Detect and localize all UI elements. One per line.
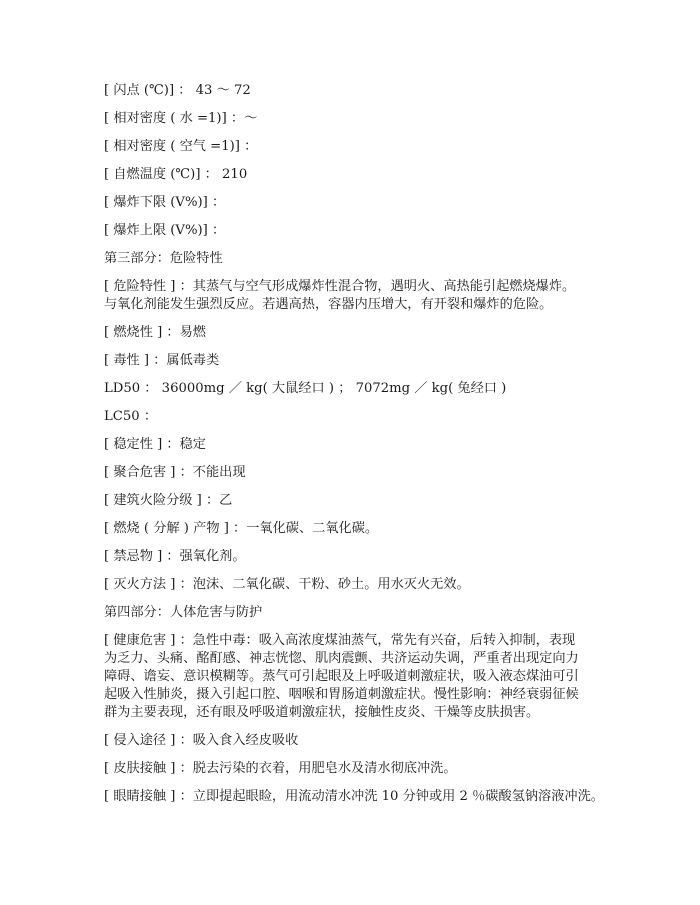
text-line-skin-contact: [ 皮肤接触 ] ：脱去污染的衣着，用肥皂水及清水彻底冲洗。 [104,761,457,776]
paragraph-danger-characteristics [104,278,624,314]
text-line-incompatible: [ 禁忌物 ] ：强氧化剂。 [104,549,246,564]
document-body [104,82,624,816]
text-line-autoignition: [ 自燃温度 (℃)] ： 210 [104,167,248,182]
text-line-upper-explosive-limit: [ 爆炸上限 (V%)] ： [104,223,226,238]
text-line-flammability: [ 燃烧性 ] ：易燃 [104,325,206,340]
section-heading-part3: 第三部分：危险特性 [104,251,223,266]
paragraph-line: [ 危险特性 ] ：其蒸气与空气形成爆炸性混合物，遇明火、高热能引起燃烧爆炸。 [104,279,576,294]
text-line-fire-class: [ 建筑火险分级 ] ：乙 [104,493,233,508]
paragraph-line: 障碍、谵妄、意识模糊等。蒸气可引起眼及上呼吸道刺激症状，吸入液态煤油可引 [104,669,579,684]
paragraph-line: 为乏力、头痛、酩酊感、神志恍惚、肌肉震颤、共济运动失调，严重者出现定向力 [104,651,579,666]
text-line-density-water: [ 相对密度 ( 水 =1)] ：～ [104,111,258,126]
text-line-stability: [ 稳定性 ] ：稳定 [104,437,206,452]
paragraph-line: 与氧化剂能发生强烈反应。若遇高热，容器内压增大，有开裂和爆炸的危险。 [104,297,553,312]
paragraph-line: 群为主要表现，还有眼及呼吸道刺激症状，接触性皮炎、干燥等皮肤损害。 [104,705,540,720]
text-line-route-of-entry: [ 侵入途径 ] ：吸入食入经皮吸收 [104,733,299,748]
paragraph-line: 起吸入性肺炎，摄入引起口腔、咽喉和胃肠道刺激症状。慢性影响：神经衰弱征候 [104,687,579,702]
text-line-combustion-products: [ 燃烧 ( 分解 ) 产物 ] ：一氧化碳、二氧化碳。 [104,521,379,536]
paragraph-line: [ 健康危害 ] ：急性中毒：吸入高浓度煤油蒸气，常先有兴奋，后转入抑制，表现 [104,633,576,648]
text-line-lower-explosive-limit: [ 爆炸下限 (V%)] ： [104,195,226,210]
text-line-lc50: LC50 ： [104,409,158,424]
text-line-eye-contact: [ 眼睛接触 ] ：立即提起眼睑，用流动清水冲洗 10 分钟或用 2 ％碳酸氢钠溶液冲洗。 [104,789,604,804]
text-line-flash-point: [ 闪点 (℃)] ： 43 ～ 72 [104,83,251,98]
text-line-polymerization: [ 聚合危害 ] ：不能出现 [104,465,246,480]
section-heading-part4: 第四部分：人体危害与防护 [104,605,263,620]
text-line-ld50: LD50 ： 36000mg ／ kg( 大鼠经口 ) ； 7072mg ／ kg( 兔经口 ) [104,381,507,396]
paragraph-health-hazards [104,632,624,722]
text-line-density-air: [ 相对密度 ( 空气 =1)] ： [104,139,258,154]
text-line-extinguishing: [ 灭火方法 ] ：泡沫、二氧化碳、干粉、砂土。用水灭火无效。 [104,577,470,592]
text-line-toxicity: [ 毒性 ] ：属低毒类 [104,353,220,368]
